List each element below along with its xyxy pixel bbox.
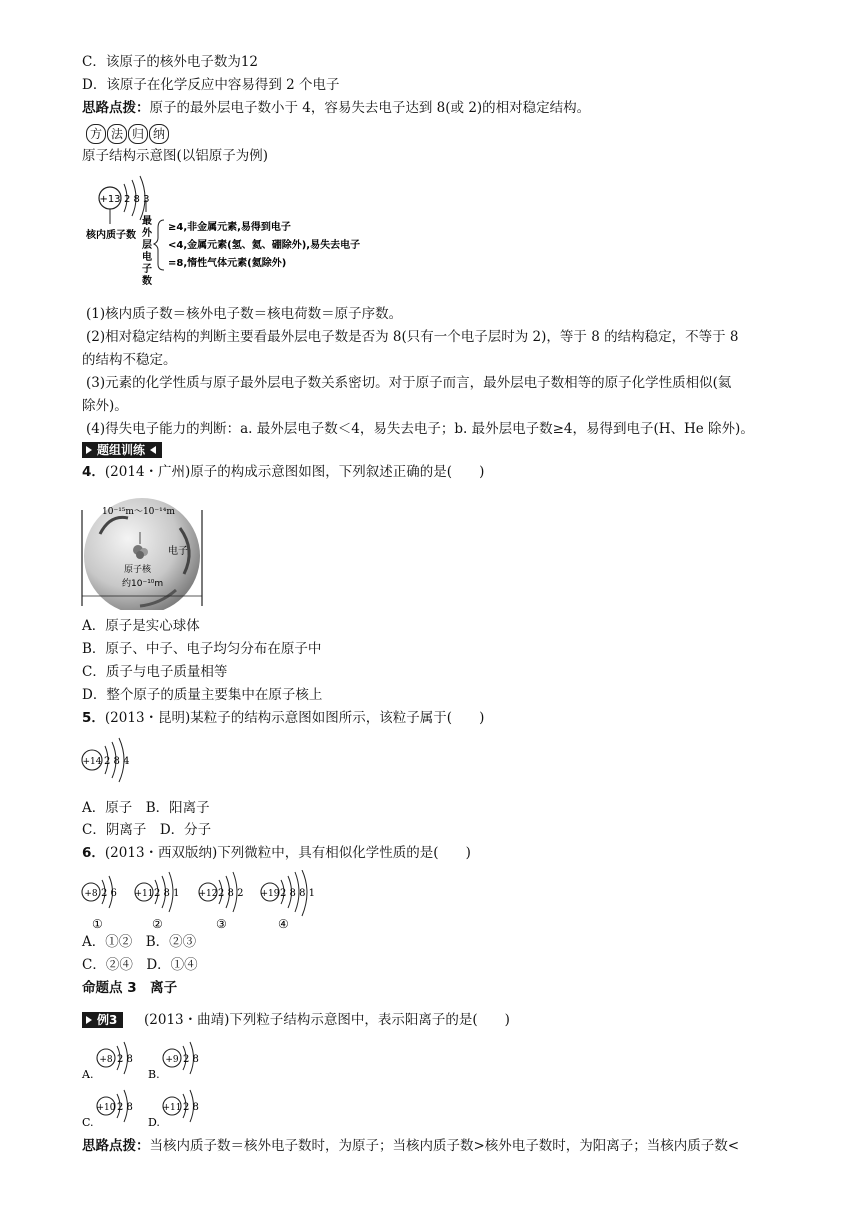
svg-text:2 8: 2 8 <box>117 1054 133 1065</box>
q4-option-c: C．质子与电子质量相等 <box>82 664 228 680</box>
example3-stem: (2013・曲靖)下列粒子结构示意图中，表示阳离子的是( ) <box>144 1012 510 1028</box>
q4-option-b: B．原子、中子、电子均匀分布在原子中 <box>82 641 322 657</box>
svg-text:+11: +11 <box>134 889 154 899</box>
rule-nonmetal: ≥4,非金属元素,易得到电子 <box>168 222 291 233</box>
hint-text: 当核内质子数＝核外电子数时，为原子；当核内质子数>核外电子数时，为阳离子；当核内质子数< <box>149 1138 740 1154</box>
svg-text:A.: A. <box>82 1068 94 1081</box>
svg-text:2 8 2: 2 8 2 <box>218 888 244 899</box>
q4-text: (2014・广州)原子的构成示意图如图，下列叙述正确的是( ) <box>104 464 485 480</box>
outer-label-char: 数 <box>142 276 152 287</box>
q5-stem <box>82 708 484 728</box>
example3-hint <box>82 1136 739 1156</box>
training-bar <box>82 442 162 458</box>
q6-atom-1 <box>82 876 117 931</box>
scale-label: 10⁻¹⁵m～10⁻¹⁴m <box>102 507 175 517</box>
mark-2: ② <box>152 917 163 931</box>
hint-text: 原子的最外层电子数小于 4，容易失去电子达到 8(或 2)的相对稳定结构。 <box>149 100 591 116</box>
rule-metal: <4,金属元素(氢、氦、硼除外),易失去电子 <box>168 240 361 251</box>
arrow-right-icon <box>86 446 92 454</box>
method-title: 原子结构示意图(以铝原子为例) <box>82 148 269 164</box>
q6-atom-3 <box>199 872 244 931</box>
svg-text:2 8 8 1: 2 8 8 1 <box>280 888 315 899</box>
badge-char: 纳 <box>149 124 169 144</box>
q6-atom-4 <box>261 870 316 931</box>
nucleus-label: 核内质子数 <box>86 230 136 241</box>
badge-char: 归 <box>128 124 148 144</box>
q5-atom-diagram <box>80 736 140 784</box>
mark-4: ④ <box>278 917 289 931</box>
q4-number: 4． <box>82 464 105 480</box>
note-2-cont: 的结构不稳定。 <box>82 352 177 368</box>
note-1: (1)核内质子数＝核外电子数＝核电荷数＝原子序数。 <box>86 306 403 322</box>
note-2: (2)相对稳定结构的判断主要看最外层电子数是否为 8(只有一个电子层时为 2)，等于 8 的结构稳定，不等于 8 <box>86 329 739 345</box>
q4-stem <box>82 462 484 482</box>
svg-text:2 8 1: 2 8 1 <box>154 888 180 899</box>
svg-text:+11: +11 <box>162 1103 182 1113</box>
q3-option-d: D．该原子在化学反应中容易得到 2 个电子 <box>82 77 340 93</box>
ex3-option-b <box>148 1042 199 1081</box>
brace <box>154 220 164 270</box>
atom-structure-figure <box>80 494 204 610</box>
q3-hint <box>82 98 590 118</box>
note-3-cont: 除外)。 <box>82 398 128 414</box>
size-label: 约10⁻¹⁰m <box>122 579 164 589</box>
q6-options-cd: C．②④ D．①④ <box>82 957 198 973</box>
note-4: (4)得失电子能力的判断：a. 最外层电子数＜4，易失去电子；b. 最外层电子数≥4，易得到电子(H、He 除外)。 <box>86 421 754 437</box>
q6-options-ab: A．①② B．②③ <box>82 934 197 950</box>
svg-text:+19: +19 <box>260 889 280 899</box>
example3-atom-diagrams <box>80 1036 240 1132</box>
badge-char: 方 <box>86 124 106 144</box>
arrow-left-icon <box>150 446 156 454</box>
q6-text: (2013・西双版纳)下列微粒中，具有相似化学性质的是( ) <box>104 845 471 861</box>
svg-text:2 6: 2 6 <box>101 888 117 899</box>
hint-label: 思路点拨： <box>82 1138 150 1154</box>
outer-label-char: 层 <box>142 240 152 251</box>
rule-noble: =8,惰性气体元素(氦除外) <box>168 258 287 269</box>
q3-option-c: C．该原子的核外电子数为12 <box>82 54 259 70</box>
ex3-option-a <box>81 1042 133 1081</box>
aluminium-structure-diagram <box>80 172 420 300</box>
electron-label: 电子 <box>168 546 188 557</box>
q5-options-cd: C．阴离子 D．分子 <box>82 822 212 838</box>
outer-label-char: 子 <box>142 264 152 275</box>
outer-label-char: 最 <box>142 216 152 227</box>
svg-text:2 8: 2 8 <box>117 1102 133 1113</box>
badge-char: 法 <box>107 124 127 144</box>
training-label: 题组训练 <box>97 443 146 457</box>
q5-number: 5． <box>82 710 105 726</box>
outer-label-char: 外 <box>142 228 152 239</box>
q6-number: 6． <box>82 845 105 861</box>
svg-text:+12: +12 <box>198 889 218 899</box>
al-nucleus: +13 <box>99 194 121 205</box>
mark-1: ① <box>92 917 103 931</box>
svg-text:B.: B. <box>148 1068 160 1081</box>
mark-3: ③ <box>216 917 227 931</box>
svg-text:2 8: 2 8 <box>183 1102 199 1113</box>
svg-text:2 8: 2 8 <box>183 1054 199 1065</box>
example3-bar <box>82 1012 123 1028</box>
nucleus-ball <box>136 551 144 559</box>
q5-options-ab: A．原子 B．阳离子 <box>82 800 210 816</box>
q4-option-a: A．原子是实心球体 <box>82 618 200 634</box>
arrow-right-icon <box>86 1016 92 1024</box>
note-3: (3)元素的化学性质与原子最外层电子数关系密切。对于原子而言，最外层电子数相等的原子化学性质相似(氦 <box>86 375 732 391</box>
q6-atom-2 <box>135 872 180 931</box>
method-badge <box>86 124 169 144</box>
nucleus-label: 原子核 <box>124 565 152 575</box>
svg-text:+8: +8 <box>99 1055 113 1065</box>
q6-atom-diagrams <box>80 870 340 932</box>
svg-text:+10: +10 <box>96 1103 116 1113</box>
svg-text:D.: D. <box>148 1116 160 1129</box>
q6-stem <box>82 843 471 863</box>
hint-label: 思路点拨： <box>82 100 150 116</box>
point3-title: 命题点 3 离子 <box>82 980 178 996</box>
outer-label-char: 电 <box>142 252 152 263</box>
svg-text:C.: C. <box>82 1116 94 1129</box>
svg-text:+9: +9 <box>165 1055 179 1065</box>
al-electrons: 2 8 3 <box>124 194 150 205</box>
ex3-option-d <box>148 1090 199 1129</box>
q4-option-d: D．整个原子的质量主要集中在原子核上 <box>82 687 323 703</box>
q5-electrons: 2 8 4 <box>104 756 130 767</box>
q5-text: (2013・昆明)某粒子的结构示意图如图所示，该粒子属于( ) <box>104 710 485 726</box>
example3-label: 例3 <box>97 1013 118 1027</box>
svg-text:+8: +8 <box>84 889 98 899</box>
ex3-option-c <box>82 1090 133 1129</box>
q5-nucleus: +14 <box>82 757 102 767</box>
